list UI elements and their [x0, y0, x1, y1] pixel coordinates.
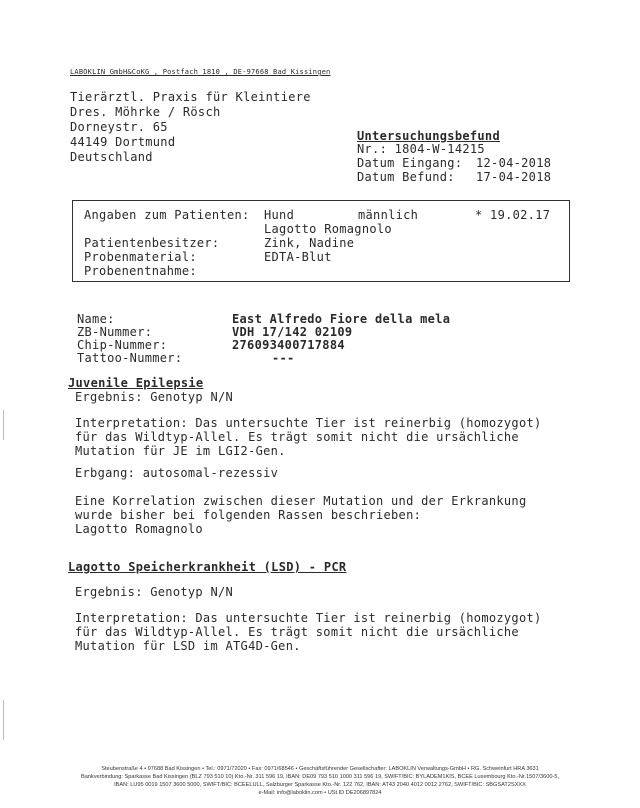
sample-material-value: EDTA-Blut — [264, 250, 332, 264]
inheritance-je: Erbgang: autosomal-rezessiv — [75, 466, 279, 480]
report-number: Nr.: 1804-W-14215 — [357, 142, 485, 156]
interpretation-line: Interpretation: Das untersuchte Tier ist reinerbig (homozygot) — [75, 416, 542, 430]
recipient-address — [70, 90, 311, 165]
correlation-line: Lagotto Romagnolo — [75, 522, 203, 536]
recipient-line: Deutschland — [70, 150, 153, 164]
result-je: Ergebnis: Genotyp N/N — [75, 390, 234, 404]
footer-line: Steubenstraße 4 • 97688 Bad Kissingen • Tel.: 0971/72020 • Fax: 0971/68546 • Geschäftsführender Gesellschafter: LABOKLIN Verwaltungs-GmbH • RG. Schweinfurt HRA 3631 — [101, 766, 539, 772]
sampling-date-label: Probenentnahme: — [84, 264, 197, 278]
recipient-line: Tierärztl. Praxis für Kleintiere — [70, 90, 311, 104]
owner-label: Patientenbesitzer: — [84, 236, 220, 250]
report-title: Untersuchungsbefund — [357, 129, 500, 143]
recipient-line: 44149 Dortmund — [70, 135, 176, 149]
recipient-line: Dorneystr. 65 — [70, 120, 168, 134]
footer-line: IBAN: LU95 0019 1507 3600 5000, SWIFT/BIC: BCEELULL, Salzburger Sparkasse Kto.-Nr. 122 762, IBAN: AT43 2040 4012 0012 2762, SWIFT/BIC: SBGSAT2SXXX — [114, 782, 526, 788]
footer-line: Bankverbindung: Sparkasse Bad Kissingen (BLZ 793 510 10) Kto.-Nr. 311 596 19, IBAN: DE09 793 510 1000 311 596 19, SWIFT/BIC: BYLADEM1KIS, BCEE Luxembourg Kto.-Nr.1507/3600-5, — [80, 774, 560, 780]
chip-label: Chip-Nummer: — [77, 338, 168, 352]
owner-value: Zink, Nadine — [264, 236, 355, 250]
result-lsd: Ergebnis: Genotyp N/N — [75, 585, 234, 599]
species-value: Hund — [264, 208, 295, 222]
sender-line: LABOKLIN GmbH&CoKG , Postfach 1810 , DE-97668 Bad Kissingen — [70, 68, 331, 76]
interpretation-line: für das Wildtyp-Allel. Es trägt somit nicht die ursächliche — [75, 430, 519, 444]
interpretation-line: Interpretation: Das untersuchte Tier ist reinerbig (homozygot) — [75, 611, 542, 625]
name-label: Name: — [77, 312, 115, 326]
name-value: East Alfredo Fiore della mela — [232, 312, 451, 326]
interpretation-line: Mutation für JE im LGI2-Gen. — [75, 444, 286, 458]
scan-edge-mark — [3, 410, 4, 440]
patient-info-label: Angaben zum Patienten: — [84, 208, 250, 222]
scan-edge-mark — [3, 700, 4, 740]
tattoo-label: Tattoo-Nummer: — [77, 351, 183, 365]
birth-date-value: * 19.02.17 — [475, 208, 551, 222]
received-date-value: 12-04-2018 — [476, 156, 552, 170]
report-date-value: 17-04-2018 — [476, 170, 552, 184]
studbook-value: VDH 17/142 02109 — [232, 325, 353, 339]
tattoo-value: --- — [272, 351, 295, 365]
recipient-line: Dres. Möhrke / Rösch — [70, 105, 221, 119]
footer-email-line: e-Mail: info@laboklin.com • USt.ID DE206897824 — [258, 790, 382, 796]
report-date-label: Datum Befund: — [357, 170, 455, 184]
breed-value: Lagotto Romagnolo — [264, 222, 392, 236]
interpretation-line: Mutation für LSD im ATG4D-Gen. — [75, 639, 301, 653]
section-title-lsd: Lagotto Speicherkrankheit (LSD) - PCR — [68, 560, 347, 574]
interpretation-line: für das Wildtyp-Allel. Es trägt somit nicht die ursächliche — [75, 625, 519, 639]
section-title-je: Juvenile Epilepsie — [68, 376, 204, 390]
correlation-line: Eine Korrelation zwischen dieser Mutation und der Erkrankung — [75, 494, 527, 508]
studbook-label: ZB-Nummer: — [77, 325, 153, 339]
received-date-label: Datum Eingang: — [357, 156, 463, 170]
sex-value: männlich — [358, 208, 419, 222]
correlation-line: wurde bisher bei folgenden Rassen beschrieben: — [75, 508, 422, 522]
sample-material-label: Probenmaterial: — [84, 250, 197, 264]
chip-value: 276093400717884 — [232, 338, 345, 352]
